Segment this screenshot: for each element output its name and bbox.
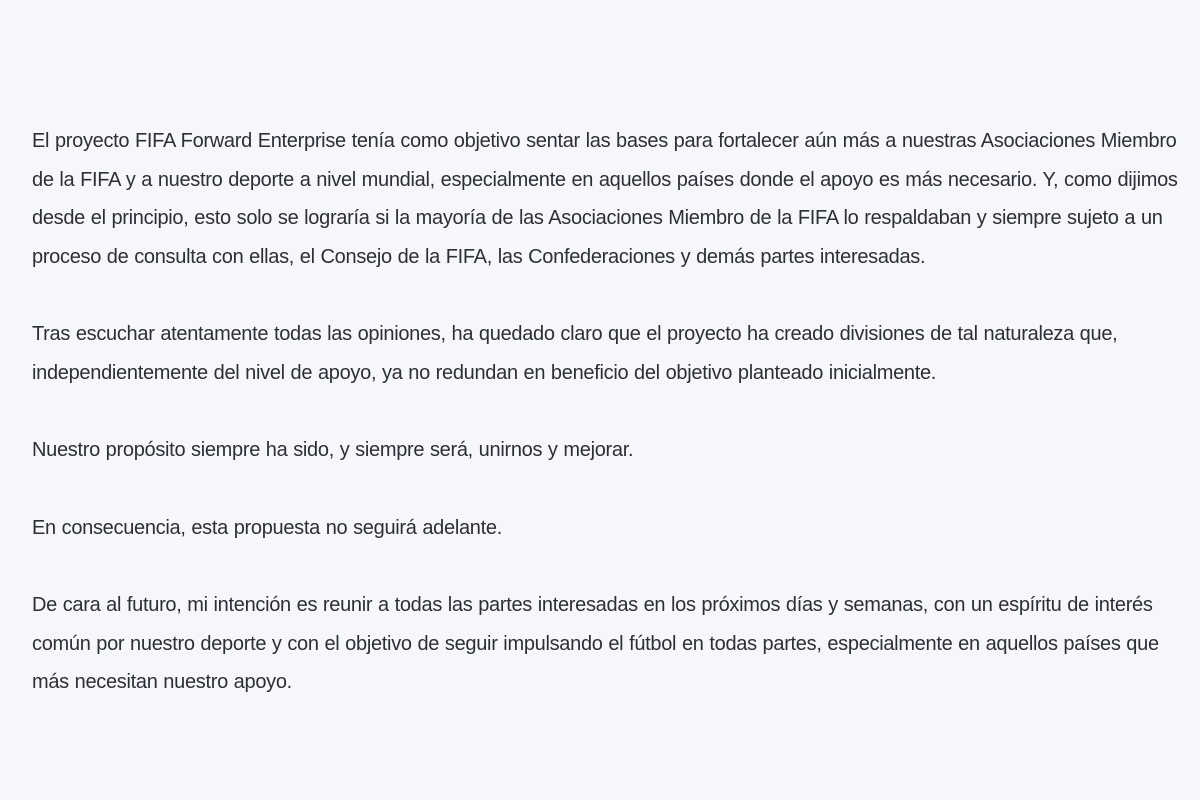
paragraph-future: De cara al futuro, mi intención es reunir a todas las partes interesadas en los próximos días y semanas, con un espíritu de interés común por nuestro deporte y con el objetivo de seguir impulsando el fútbol en todas partes, especialmente en aquellos países que más necesitan nuestro apoyo. [32,594,1159,693]
paragraph-divisions: Tras escuchar atentamente todas las opiniones, ha quedado claro que el proyecto ha creado divisiones de tal naturaleza que, independientemente del nivel de apoyo, ya no redundan en beneficio del objetivo planteado inicialmente. [32,323,1118,384]
paragraph-purpose: Nuestro propósito siempre ha sido, y siempre será, unirnos y mejorar. [32,439,634,461]
paragraph-project-purpose: El proyecto FIFA Forward Enterprise tenía como objetivo sentar las bases para fortalecer aún más a nuestras Asociaciones Miembro de la FIFA y a nuestro deporte a nivel mundial, especialmente en aquellos países donde el apoyo es más necesario. Y, como dijimos desde el principio, esto solo se lograría si la mayoría de las Asociaciones Miembro de la FIFA lo respaldaban y siempre sujeto a un proceso de consulta con ellas, el Consejo de la FIFA, las Confederaciones y demás partes interesadas. [32,130,1178,268]
paragraph-consequence: En consecuencia, esta propuesta no seguirá adelante. [32,516,502,539]
